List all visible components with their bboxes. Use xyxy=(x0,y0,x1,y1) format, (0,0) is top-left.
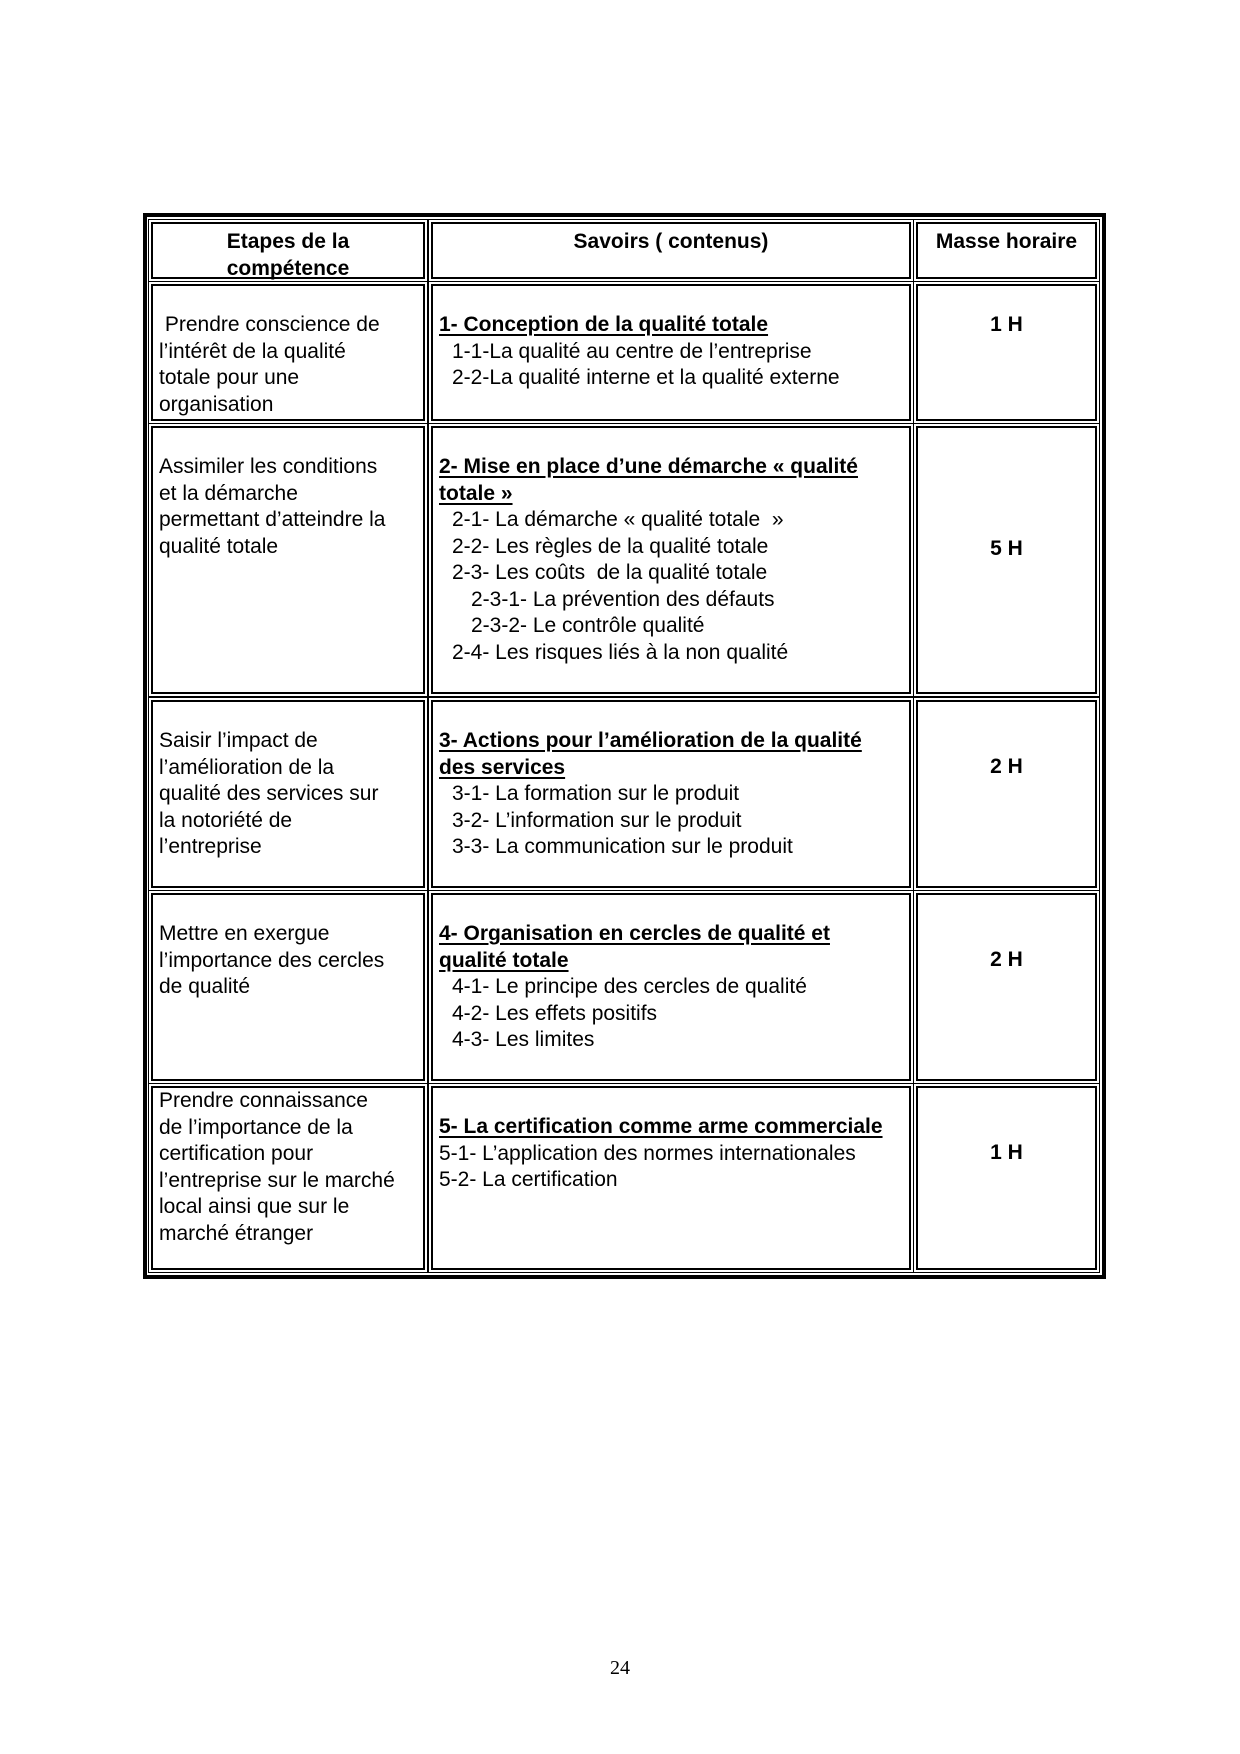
row-3-content xyxy=(431,700,911,888)
row-1-item-1: 1-1-La qualité au centre de l’entreprise xyxy=(452,339,812,363)
row-3-stage: Saisir l’impact de l’amélioration de la qualité des services sur la notoriété de l’entreprise xyxy=(151,700,425,888)
row-2-item-6: 2-4- Les risques liés à la non qualité xyxy=(452,640,789,664)
row-2-item-2: 2-2- Les règles de la qualité totale xyxy=(452,534,769,558)
row-2-stage: Assimiler les conditions et la démarche permettant d’atteindre la qualité totale xyxy=(151,426,425,694)
row-4-item-2: 4-2- Les effets positifs xyxy=(452,1001,658,1025)
row-1-title: 1- Conception de la qualité totale xyxy=(439,313,769,336)
row-2-content xyxy=(431,426,911,694)
row-4-item-3: 4-3- Les limites xyxy=(452,1028,595,1051)
row-4-content xyxy=(431,893,911,1081)
row-1-content xyxy=(431,284,911,421)
row-4-item-1: 4-1- Le principe des cercles de qualité xyxy=(452,975,807,998)
row-5-content xyxy=(431,1086,911,1270)
row-2-hours: 5 H xyxy=(916,426,1097,694)
row-4-hours: 2 H xyxy=(916,893,1097,1081)
row-5-stage: Prendre connaissance de l’importance de la certification pour l’entreprise sur le marché local ainsi que sur le marché étranger xyxy=(151,1086,425,1270)
header-hours: Masse horaire xyxy=(916,222,1097,279)
page-number: 24 xyxy=(610,1657,630,1679)
row-3-title: 3- Actions pour l’amélioration de la qualité des services xyxy=(439,729,862,779)
row-1-stage: Prendre conscience de l’intérêt de la qualité totale pour une organisation xyxy=(151,284,425,421)
row-1-hours: 1 H xyxy=(916,284,1097,421)
row-5-item-2: 5-2- La certification xyxy=(439,1168,618,1191)
header-stage: Etapes de la compétence xyxy=(151,222,425,279)
header-content: Savoirs ( contenus) xyxy=(431,222,911,279)
row-2-item-1: 2-1- La démarche « qualité totale » xyxy=(452,508,784,531)
row-5-hours: 1 H xyxy=(916,1086,1097,1270)
row-2-title: 2- Mise en place d’une démarche « qualité totale » xyxy=(439,455,858,505)
row-3-hours: 2 H xyxy=(916,700,1097,888)
row-5-title: 5- La certification comme arme commerciale xyxy=(439,1115,883,1138)
row-2-item-4: 2-3-1- La prévention des défauts xyxy=(471,587,775,611)
row-4-stage: Mettre en exergue l’importance des cercles de qualité xyxy=(151,893,425,1081)
row-5-item-1: 5-1- L’application des normes internationales xyxy=(439,1141,856,1165)
row-2-item-5: 2-3-2- Le contrôle qualité xyxy=(471,614,705,637)
row-3-item-3: 3-3- La communication sur le produit xyxy=(452,835,793,858)
row-3-item-1: 3-1- La formation sur le produit xyxy=(452,782,740,805)
row-1-item-2: 2-2-La qualité interne et la qualité externe xyxy=(452,366,840,389)
row-4-title: 4- Organisation en cercles de qualité et qualité totale xyxy=(439,922,830,972)
row-2-item-3: 2-3- Les coûts de la qualité totale xyxy=(452,561,768,584)
row-3-item-2: 3-2- L’information sur le produit xyxy=(452,808,742,832)
